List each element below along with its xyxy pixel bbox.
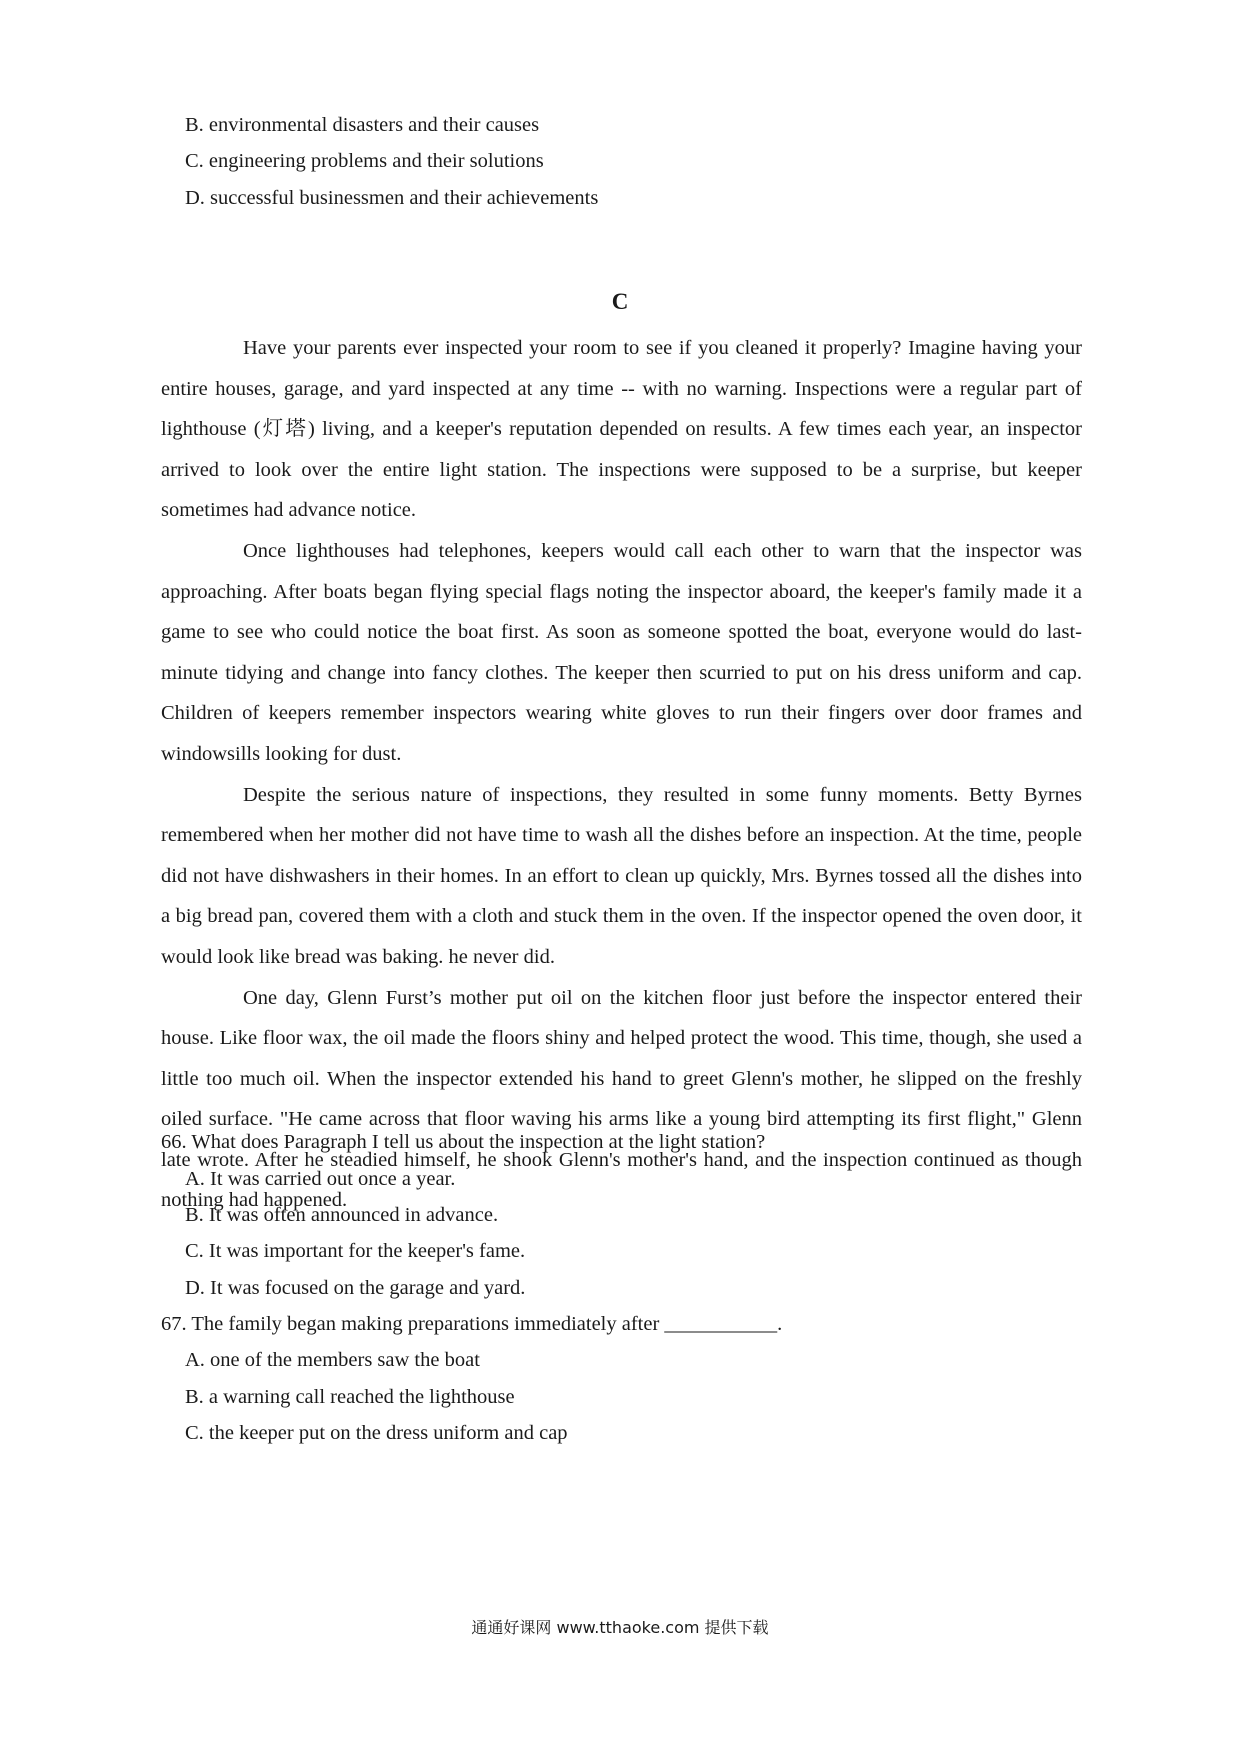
passage-paragraph-4: One day, Glenn Furst’s mother put oil on the kitchen floor just before the inspector entered their house. Like floor wax, the oil made the floors shiny and helped protect the wood. This time, though, she used a little too much oil. When the inspector extended his hand to greet Glenn's mother, he slipped on the freshly oiled surface. "He came across that floor waving his arms like a young bird attempting its first flight," Glenn late wrote. After he steadied himself, he shook Glenn's mother's hand, and the inspection continued as though nothing had happened. — [161, 986, 1082, 1212]
prev-option-c: C. engineering problems and their solutions — [185, 150, 544, 172]
section-heading: C — [611, 289, 629, 314]
question-67-stem: 67. The family began making preparations immediately after ___________. — [161, 1313, 783, 1335]
passage-paragraph-2: Once lighthouses had telephones, keepers would call each other to warn that the inspector was approaching. After boats began flying special flags noting the inspector aboard, the keeper's family made it a game to see who could notice the boat first. As soon as someone spotted the boat, everyone would do last-minute tidying and change into fancy clothes. The keeper then scurried to put on his dress uniform and cap. Children of keepers remember inspectors wearing white gloves to run their fingers over door frames and windowsills looking for dust. — [161, 539, 1082, 765]
question-66-option-c: C. It was important for the keeper's fame. — [185, 1240, 526, 1262]
question-67-option-b: B. a warning call reached the lighthouse — [185, 1386, 515, 1408]
question-66-stem: 66. What does Paragraph I tell us about the inspection at the light station? — [161, 1131, 766, 1153]
question-66-option-b: B. It was often announced in advance. — [185, 1204, 499, 1226]
prev-option-b: B. environmental disasters and their causes — [185, 114, 540, 136]
question-66-option-a: A. It was carried out once a year. — [185, 1168, 456, 1190]
passage-paragraph-3: Despite the serious nature of inspections, they resulted in some funny moments. Betty Byrnes remembered when her mother did not have time to wash all the dishes before an inspection. At the time, people did not have dishwashers in their homes. In an effort to clean up quickly, Mrs. Byrnes tossed all the dishes into a big bread pan, covered them with a cloth and stuck them in the oven. If the inspector opened the oven door, it would look like bread was baking. he never did. — [161, 783, 1082, 968]
reading-passage — [161, 328, 1082, 1221]
question-66-option-d: D. It was focused on the garage and yard. — [185, 1277, 526, 1299]
question-67-option-c: C. the keeper put on the dress uniform and cap — [185, 1422, 568, 1444]
page-footer: 通通好课网 www.tthaoke.com 提供下载 — [471, 1618, 769, 1637]
question-67-option-a: A. one of the members saw the boat — [185, 1349, 480, 1371]
prev-option-d: D. successful businessmen and their achievements — [185, 187, 599, 209]
passage-paragraph-1: Have your parents ever inspected your room to see if you cleaned it properly? Imagine having your entire houses, garage, and yard inspected at any time -- with no warning. Inspections were a regular part of lighthouse (灯塔) living, and a keeper's reputation depended on results. A few times each year, an inspector arrived to look over the entire light station. The inspections were supposed to be a surprise, but keeper sometimes had advance notice. — [161, 337, 1082, 522]
